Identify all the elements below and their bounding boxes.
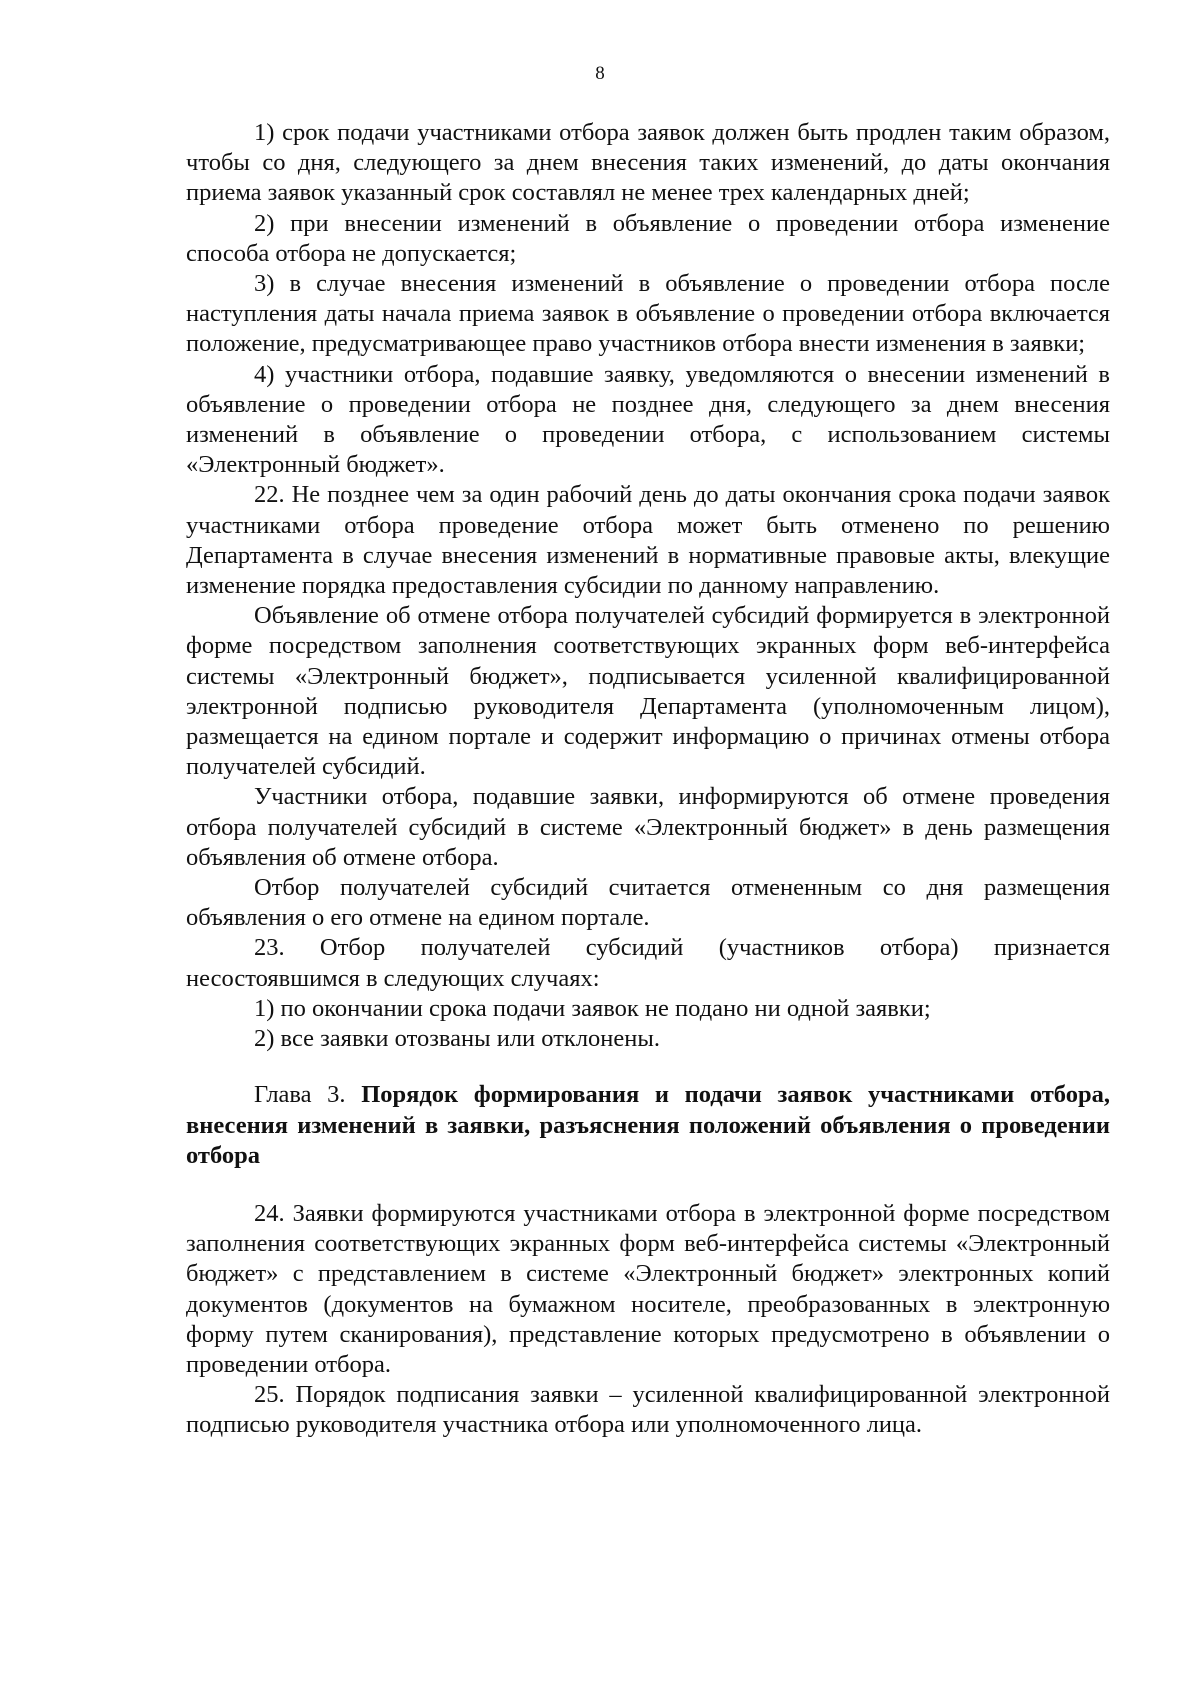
- paragraph-cancellation-effective: Отбор получателей субсидий считается отмененным со дня размещения объявления о его отмене на едином портале.: [186, 874, 1110, 932]
- paragraph-24-forming-applications: 24. Заявки формируются участниками отбора в электронной форме посредством заполнения соответствующих экранных форм веб-интерфейса системы «Электронный бюджет» с представлением в системе «Электронный бюджет» электронных копий документов (документов на бумажном носителе, преобразованных в электронную форму путем сканирования), представление которых предусмотрено в объявлении о проведении отбора.: [186, 1199, 1110, 1378]
- paragraph-23-case-1: 1) по окончании срока подачи заявок не подано ни одной заявки;: [254, 994, 931, 1022]
- paragraph-23-case-2: 2) все заявки отозваны или отклонены.: [254, 1025, 660, 1053]
- paragraph-1-extend-deadline: 1) срок подачи участниками отбора заявок должен быть продлен таким образом, чтобы со дня, следующего за днем внесения таких изменений, до даты окончания приема заявок указанный срок составлял не менее трех календарных дней;: [186, 119, 1110, 207]
- chapter-label: Глава 3.: [254, 1081, 362, 1109]
- chapter-heading: [186, 1080, 1110, 1171]
- paragraph-2-method-unchanged: 2) при внесении изменений в объявление о проведении отбора изменение способа отбора не допускается;: [186, 209, 1110, 267]
- page-number: 8: [595, 63, 605, 84]
- chapter-title: Порядок формирования и подачи заявок участниками отбора, внесения изменений в заявки, разъяснения положений объявления о проведении отбора: [186, 1081, 1110, 1169]
- paragraph-cancellation-notice: Объявление об отмене отбора получателей субсидий формируется в электронной форме посредством заполнения соответствующих экранных форм веб-интерфейса системы «Электронный бюджет», подписывается усиленной квалифицированной электронной подписью руководителя Департамента (уполномоченным лицом), размещается на едином портале и содержит информацию о причинах отмены отбора получателей субсидий.: [186, 602, 1110, 781]
- paragraph-participants-informed: Участники отбора, подавшие заявки, информируются об отмене проведения отбора получателей субсидий в системе «Электронный бюджет» в день размещения объявления об отмене отбора.: [186, 783, 1110, 871]
- paragraph-22-cancellation: 22. Не позднее чем за один рабочий день до даты окончания срока подачи заявок участниками отбора проведение отбора может быть отменено по решению Департамента в случае внесения изменений в нормативные правовые акты, влекущие изменение порядка предоставления субсидии по данному направлению.: [186, 481, 1110, 600]
- paragraph-25-signing: 25. Порядок подписания заявки – усиленной квалифицированной электронной подписью руководителя участника отбора или уполномоченного лица.: [186, 1381, 1110, 1439]
- paragraph-4-notify-participants: 4) участники отбора, подавшие заявку, уведомляются о внесении изменений в объявление о проведении отбора не позднее дня, следующего за днем внесения изменений в объявление о проведении отбора, с использованием системы «Электронный бюджет».: [186, 360, 1110, 479]
- paragraph-23-failed-selection: 23. Отбор получателей субсидий (участников отбора) признается несостоявшимся в следующих случаях:: [186, 934, 1110, 992]
- document-body: [186, 118, 1110, 1441]
- paragraph-3-amend-applications: 3) в случае внесения изменений в объявление о проведении отбора после наступления даты начала приема заявок в объявление о проведении отбора включается положение, предусматривающее право участников отбора внести изменения в заявки;: [186, 270, 1110, 358]
